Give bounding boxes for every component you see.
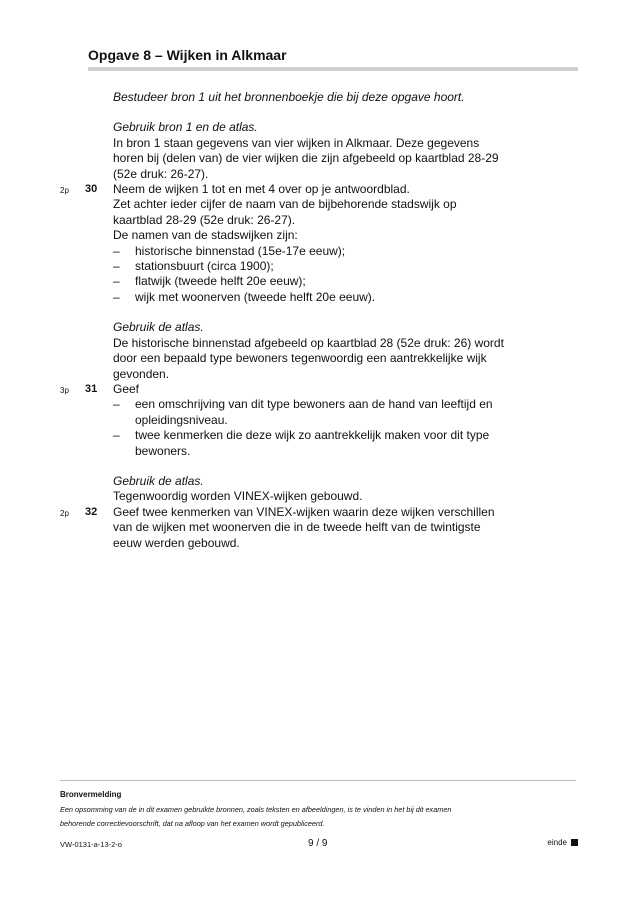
block1-context-line: horen bij (delen van) de vier wijken die zijn afgebeeld op kaartblad 28-29 xyxy=(113,151,499,166)
block2-instruction: Gebruik de atlas. xyxy=(113,320,204,335)
list-item-line: twee kenmerken die deze wijk zo aantrekkelijk maken voor dit type xyxy=(135,428,490,443)
block1-instruction: Gebruik bron 1 en de atlas. xyxy=(113,120,258,135)
question-points: 2p xyxy=(60,186,69,196)
block1-context-line: (52e druk: 26-27). xyxy=(113,166,209,181)
list-item: – historische binnenstad (15e-17e eeuw); xyxy=(113,244,573,259)
block3-instruction: Gebruik de atlas. xyxy=(113,473,204,488)
end-label: einde xyxy=(547,838,567,847)
district-list xyxy=(113,244,573,306)
exam-content xyxy=(60,90,573,551)
question-30 xyxy=(60,182,573,197)
question-points: 3p xyxy=(60,385,69,395)
block3-context: Tegenwoordig worden VINEX-wijken gebouwd. xyxy=(113,489,363,504)
question-number: 30 xyxy=(85,183,98,196)
question-line: Neem de wijken 1 tot en met 4 over op je antwoordblad. xyxy=(113,182,410,197)
block2-context-line: door een bepaald type bewoners tegenwoordig een aantrekkelijke wijk xyxy=(113,351,487,366)
footer-divider xyxy=(60,780,576,781)
question-points: 2p xyxy=(60,508,69,518)
question-line: kaartblad 28-29 (52e druk: 26-27). xyxy=(113,212,296,227)
source-heading: Bronvermelding xyxy=(60,790,122,799)
list-item: – stationsbuurt (circa 1900); xyxy=(113,259,573,274)
end-marker xyxy=(547,838,578,847)
question-line: De namen van de stadswijken zijn: xyxy=(113,228,298,243)
page-number: 9 / 9 xyxy=(308,838,328,849)
exam-code: VW-0131-a-13-2-o xyxy=(60,840,122,849)
end-square-icon xyxy=(571,839,578,846)
question-line: van de wijken met woonerven die in de tweede helft van de twintigste xyxy=(113,520,481,535)
list-item-line: een omschrijving van dit type bewoners aan de hand van leeftijd en xyxy=(135,397,493,412)
answer-requirements-list xyxy=(113,397,573,459)
list-item-line: opleidingsniveau. xyxy=(135,412,228,427)
question-line: Geef xyxy=(113,381,140,396)
block2-context-line: gevonden. xyxy=(113,366,170,381)
block2-context-line: De historische binnenstad afgebeeld op kaartblad 28 (52e druk: 26) wordt xyxy=(113,335,504,350)
block1-context-line: In bron 1 staan gegevens van vier wijken in Alkmaar. Deze gegevens xyxy=(113,135,480,150)
list-item xyxy=(113,397,573,428)
list-item-line: bewoners. xyxy=(135,443,191,458)
list-item xyxy=(113,428,573,459)
question-line: Geef twee kenmerken van VINEX-wijken waarin deze wijken verschillen xyxy=(113,504,495,519)
source-line: behorende correctievoorschrift, dat na afloop van het examen wordt gepubliceerd. xyxy=(60,819,325,828)
title-underline xyxy=(88,67,578,71)
list-item: – flatwijk (tweede helft 20e eeuw); xyxy=(113,274,573,289)
question-31 xyxy=(60,381,573,397)
question-line: eeuw werden gebouwd. xyxy=(113,535,240,550)
question-32 xyxy=(60,504,573,520)
source-line: Een opsomming van de in dit examen gebruikte bronnen, zoals teksten en afbeeldingen, is te vinden in het bij dit examen xyxy=(60,805,452,814)
list-item: – wijk met woonerven (tweede helft 20e eeuw). xyxy=(113,290,573,305)
question-number: 31 xyxy=(85,382,98,395)
page-title: Opgave 8 – Wijken in Alkmaar xyxy=(88,47,287,63)
question-number: 32 xyxy=(85,505,98,518)
intro-instruction: Bestudeer bron 1 uit het bronnenboekje die bij deze opgave hoort. xyxy=(113,90,465,104)
source-text xyxy=(60,803,576,831)
question-line: Zet achter ieder cijfer de naam van de bijbehorende stadswijk op xyxy=(113,197,457,212)
